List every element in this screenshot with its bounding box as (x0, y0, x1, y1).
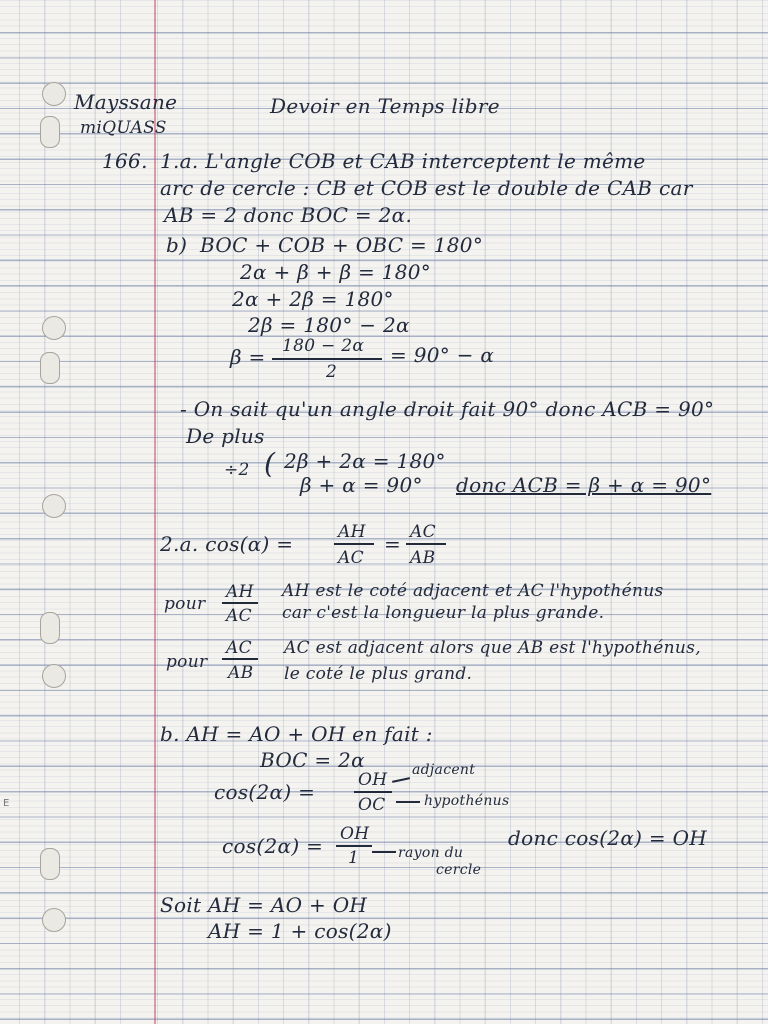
student-name-last: miQUASS (80, 118, 167, 138)
binder-hole (40, 116, 60, 148)
fraction-bar (406, 543, 446, 545)
exercise-label: 166. (102, 149, 148, 173)
pour-label: pour (164, 594, 206, 614)
fraction-2-numerator: AC (410, 522, 436, 542)
cos2-numerator: OH (340, 824, 370, 844)
part-1b-line-4: 2β = 180° − 2α (248, 313, 410, 337)
equals-sign: = (384, 532, 402, 556)
binder-hole (42, 82, 66, 106)
beta-denominator: 2 (326, 362, 338, 382)
fraction-bar (334, 543, 374, 545)
annotation-arrow (372, 851, 396, 853)
binder-hole (42, 664, 66, 688)
fraction-bar (222, 658, 258, 660)
cos2-denominator: 1 (348, 848, 360, 868)
edge-mark: E (3, 798, 10, 809)
part-1b-line-2: 2α + β + β = 180° (240, 260, 432, 284)
explanation-2-line-1: AC est adjacent alors que AB est l'hypothénus, (284, 638, 701, 658)
part-1b-line-1: BOC + COB + OBC = 180° (200, 233, 484, 257)
explanation-1-line-2: car c'est la longueur la plus grande. (282, 603, 605, 623)
pour-2-numerator: AC (226, 638, 252, 658)
pour-1-denominator: AC (226, 606, 252, 626)
binder-hole (40, 352, 60, 384)
final-result: AH = 1 + cos(2α) (208, 919, 392, 943)
part-1a-line-2: arc de cercle : CB et COB est le double de CAB car (160, 176, 693, 200)
system-equation-1: 2β + 2α = 180° (284, 449, 446, 473)
part-1b-label: b) (166, 233, 188, 257)
cos-2alpha-lhs-2: cos(2α) = (222, 834, 324, 858)
margin-line (154, 0, 156, 1024)
beta-rhs: = 90° − α (390, 343, 495, 367)
part-2b-line-1: b. AH = AO + OH en fait : (160, 722, 433, 746)
annotation-arrow (396, 801, 420, 803)
right-angle-line-2: De plus (186, 424, 265, 448)
part-1a-line-3: AB = 2 donc BOC = 2α. (164, 203, 413, 227)
system-equation-2: β + α = 90° (300, 473, 423, 497)
fraction-2-denominator: AB (410, 548, 436, 568)
binder-hole (40, 612, 60, 644)
note-hypotenuse: hypothénus (424, 793, 510, 809)
divide-note: ÷2 (224, 460, 250, 480)
part-2b-line-2: BOC = 2α (260, 748, 365, 772)
student-name-first: Mayssane (74, 90, 178, 114)
cos-2alpha-lhs: cos(2α) = (214, 780, 316, 804)
pour-label: pour (166, 652, 208, 672)
page-title: Devoir en Temps libre (270, 94, 500, 118)
binder-hole (42, 908, 66, 932)
part-2a-label: 2.a. cos(α) = (160, 532, 294, 556)
fraction-1-denominator: AC (338, 548, 364, 568)
note-radius-2: cercle (436, 862, 482, 878)
part-1b-line-3: 2α + 2β = 180° (232, 287, 394, 311)
cos-conclusion: donc cos(2α) = OH (508, 826, 708, 850)
beta-numerator: 180 − 2α (282, 336, 365, 356)
note-radius-1: rayon du (398, 845, 464, 861)
binder-hole (42, 316, 66, 340)
soit-line: Soit AH = AO + OH (160, 893, 368, 917)
cos-numerator: OH (358, 770, 388, 790)
pour-2-denominator: AB (228, 663, 254, 683)
fraction-1-numerator: AH (338, 522, 366, 542)
binder-hole (42, 494, 66, 518)
note-adjacent: adjacent (412, 762, 476, 778)
part-1a-line-1: 1.a. L'angle COB et CAB interceptent le même (160, 149, 646, 173)
cos-denominator: OC (358, 795, 386, 815)
right-angle-conclusion: donc ACB = β + α = 90° (456, 473, 712, 497)
explanation-1-line-1: AH est le coté adjacent et AC l'hypothénus (282, 581, 664, 601)
right-angle-line-1: - On sait qu'un angle droit fait 90° donc ACB = 90° (180, 397, 715, 421)
pour-1-numerator: AH (226, 582, 254, 602)
beta-lhs: β = (230, 345, 266, 369)
explanation-2-line-2: le coté le plus grand. (284, 664, 473, 684)
system-brace: ( (264, 447, 276, 480)
binder-hole (40, 848, 60, 880)
annotation-arrow (392, 777, 410, 782)
